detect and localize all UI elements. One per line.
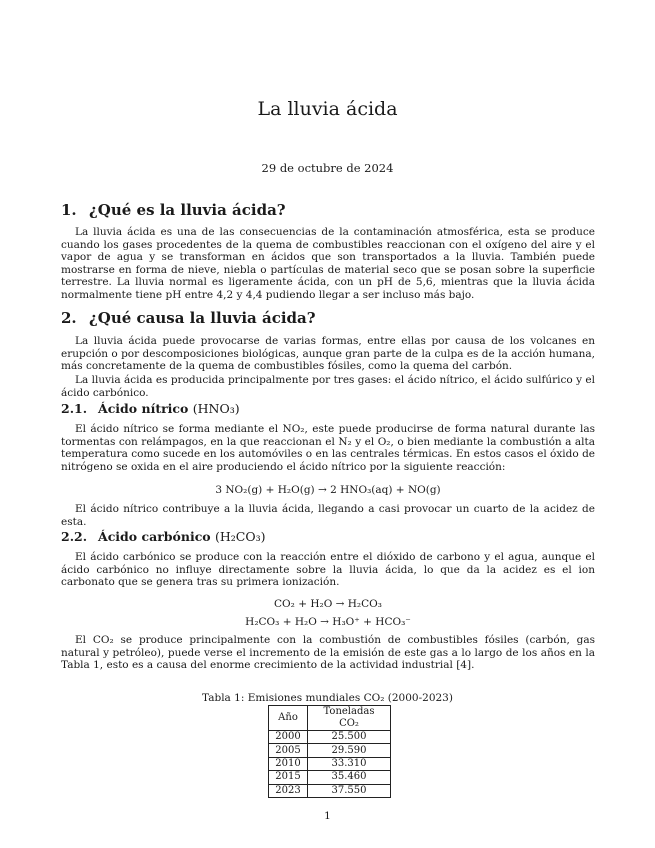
equation: CO₂ + H₂O → H₂CO₃ <box>274 598 382 610</box>
paragraph: La lluvia ácida es una de las consecuencias de la contaminación atmosférica, esta se produce cuando los gases procedentes de la quema de combustibles reaccionan con el oxígeno del aire y el vapor de agua y se transforman en ácidos que son transportados a la lluvia. También puede mostrarse en forma de nieve, niebla o partículas de material seco que se posan sobre la superficie terrestre. La lluvia normal es ligeramente ácida, con un pH de 5,6, mientras que la lluvia ácida normalmente tiene pH entre 4,2 y 4,4 pudiendo llegar a ser incluso más bajo. <box>61 226 595 301</box>
table-cell-tonnes: 29.590 <box>308 744 391 757</box>
section-number: 2. <box>61 309 77 327</box>
table-cell-year: 2010 <box>269 757 308 770</box>
table-header-row <box>269 706 391 731</box>
section-title: ¿Qué es la lluvia ácida? <box>89 201 286 219</box>
table-cell-year: 2005 <box>269 744 308 757</box>
table-row <box>269 744 391 757</box>
document-date: 29 de octubre de 2024 <box>261 161 394 175</box>
subsection-formula: (HNO₃) <box>192 401 240 416</box>
document-title: La lluvia ácida <box>257 98 398 120</box>
emissions-table <box>268 705 391 798</box>
table-row <box>269 757 391 770</box>
section-title: ¿Qué causa la lluvia ácida? <box>89 309 316 327</box>
table-row <box>269 771 391 784</box>
paragraph: El ácido nítrico se forma mediante el NO₂, este puede producirse de forma natural durante las tormentas con relámpagos, en la que reaccionan el N₂ y el O₂, o bien mediante la combustión a alta temperatura como sucede en los automóviles o en las centrales térmicas. En estos casos el óxido de nitrógeno se oxida en el aire produciendo el ácido nítrico por la siguiente reacción: <box>61 423 595 473</box>
subsection-number: 2.2. <box>61 529 88 544</box>
section-heading-2 <box>61 308 316 328</box>
equation: H₂CO₃ + H₂O → H₃O⁺ + HCO₃⁻ <box>245 616 411 628</box>
subsection-formula: (H₂CO₃) <box>215 529 266 544</box>
table-header-cell: Año <box>269 706 308 731</box>
equation: 3 NO₂(g) + H₂O(g) → 2 HNO₃(aq) + NO(g) <box>215 484 441 496</box>
table-cell-year: 2000 <box>269 731 308 744</box>
subsection-number: 2.1. <box>61 401 88 416</box>
paragraph: El ácido nítrico contribuye a la lluvia ácida, llegando a casi provocar un cuarto de la acidez de esta. <box>61 503 595 528</box>
subsection-heading-2-1 <box>61 400 240 418</box>
table-cell-tonnes: 25.500 <box>308 731 391 744</box>
table-header-cell: Toneladas CO₂ <box>308 706 391 731</box>
table-cell-year: 2023 <box>269 784 308 797</box>
table-row <box>269 784 391 797</box>
section-number: 1. <box>61 201 77 219</box>
paragraph: La lluvia ácida puede provocarse de varias formas, entre ellas por causa de los volcanes en erupción o por descomposiciones biológicas, aunque gran parte de la culpa es de la acción humana, más concretamente de la quema de combustibles fósiles, como la quema del carbón. <box>61 335 595 373</box>
table-cell-tonnes: 33.310 <box>308 757 391 770</box>
subsection-heading-2-2 <box>61 528 266 546</box>
page-number: 1 <box>324 810 331 822</box>
table-row <box>269 731 391 744</box>
paragraph: El CO₂ se produce principalmente con la combustión de combustibles fósiles (carbón, gas natural y petróleo), puede verse el incremento de la emisión de este gas a lo largo de los años en la Tabla 1, esto es a causa del enorme crecimiento de la actividad industrial [4]. <box>61 634 595 672</box>
paragraph: El ácido carbónico se produce con la reacción entre el dióxido de carbono y el agua, aunque el ácido carbónico no influye directamente sobre la lluvia ácida, lo que da la acidez es el ion carbonato que se genera tras su primera ionización. <box>61 551 595 589</box>
section-heading-1 <box>61 200 286 220</box>
subsection-title: Ácido carbónico <box>98 529 211 544</box>
table-cell-tonnes: 35.460 <box>308 771 391 784</box>
paragraph: La lluvia ácida es producida principalmente por tres gases: el ácido nítrico, el ácido sulfúrico y el ácido carbónico. <box>61 374 595 399</box>
table-cell-tonnes: 37.550 <box>308 784 391 797</box>
table-cell-year: 2015 <box>269 771 308 784</box>
table-caption: Tabla 1: Emisiones mundiales CO₂ (2000-2023) <box>202 692 453 704</box>
subsection-title: Ácido nítrico <box>98 401 189 416</box>
